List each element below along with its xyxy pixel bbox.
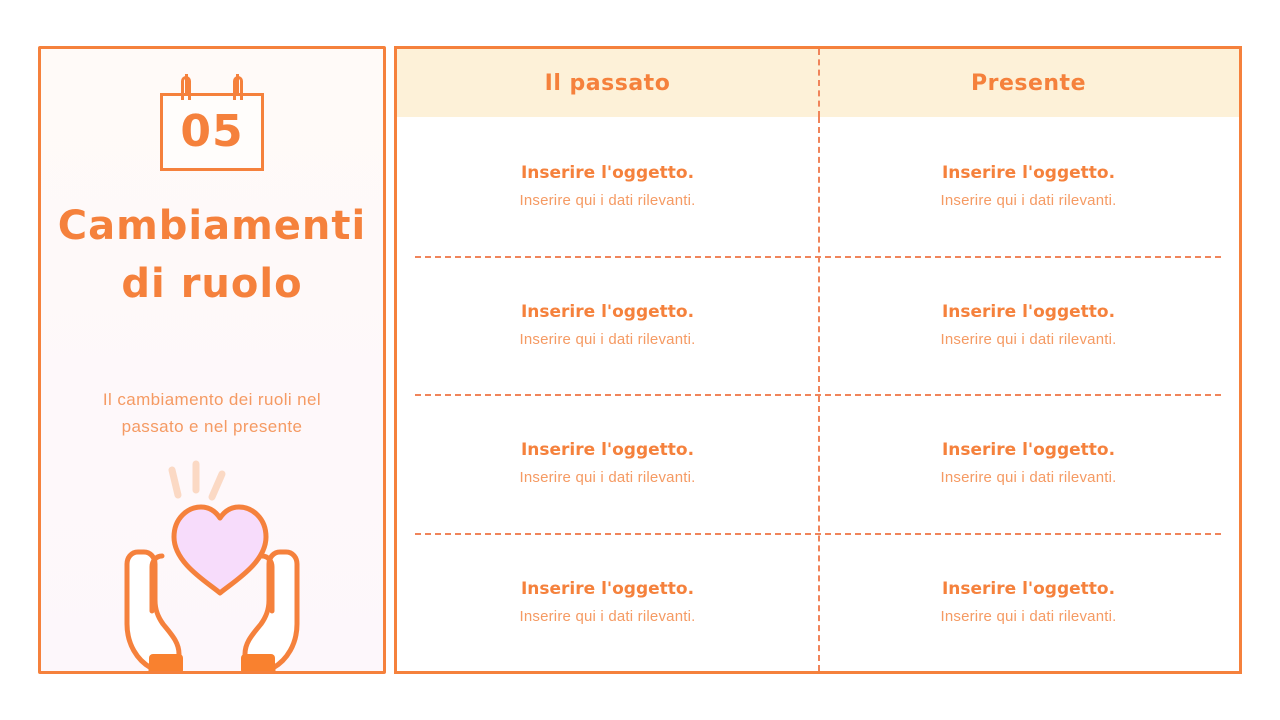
- hands-holding-heart-icon: [112, 460, 312, 674]
- cell-detail-text: Inserire qui i dati rilevanti.: [519, 330, 696, 348]
- cell-object-label: Inserire l'oggetto.: [941, 301, 1116, 322]
- comparison-table: [394, 46, 1242, 674]
- cell-present: [818, 533, 1239, 672]
- cell-object-label: Inserire l'oggetto.: [941, 578, 1116, 599]
- cell-object-label: Inserire l'oggetto.: [520, 301, 695, 322]
- header-column-divider: [818, 49, 820, 117]
- cell-object-label: Inserire l'oggetto.: [520, 578, 695, 599]
- page-title: Cambiamenti di ruolo: [57, 203, 367, 307]
- column-header-past: Il passato: [544, 70, 671, 96]
- cell-present: [818, 394, 1239, 533]
- cell-present: [818, 117, 1239, 256]
- table-row: [397, 117, 1239, 256]
- cell-detail-text: Inserire qui i dati rilevanti.: [519, 469, 696, 487]
- calendar-ring-right-icon: [233, 76, 243, 100]
- title-panel: [38, 46, 386, 674]
- cell-object-label: Inserire l'oggetto.: [520, 163, 695, 184]
- column-header-present: Presente: [970, 70, 1086, 96]
- section-number-card: [160, 93, 264, 171]
- calendar-ring-left-icon: [181, 76, 191, 100]
- table-row: [397, 256, 1239, 395]
- cell-detail-text: Inserire qui i dati rilevanti.: [519, 607, 696, 625]
- cell-object-label: Inserire l'oggetto.: [520, 440, 695, 461]
- cell-detail-text: Inserire qui i dati rilevanti.: [940, 469, 1117, 487]
- cell-detail-text: Inserire qui i dati rilevanti.: [940, 192, 1117, 210]
- table-header-row: [397, 49, 1239, 117]
- page-subtitle: Il cambiamento dei ruoli nel passato e nel presente: [102, 390, 322, 437]
- cell-object-label: Inserire l'oggetto.: [941, 440, 1116, 461]
- cell-past: [397, 256, 818, 395]
- cell-past: [397, 117, 818, 256]
- cell-present: [818, 256, 1239, 395]
- cell-detail-text: Inserire qui i dati rilevanti.: [940, 330, 1117, 348]
- cell-detail-text: Inserire qui i dati rilevanti.: [519, 192, 696, 210]
- cell-object-label: Inserire l'oggetto.: [941, 163, 1116, 184]
- table-row: [397, 533, 1239, 672]
- table-body: [397, 117, 1239, 671]
- cell-past: [397, 394, 818, 533]
- section-number: 05: [180, 106, 244, 157]
- table-row: [397, 394, 1239, 533]
- cell-detail-text: Inserire qui i dati rilevanti.: [940, 607, 1117, 625]
- cell-past: [397, 533, 818, 672]
